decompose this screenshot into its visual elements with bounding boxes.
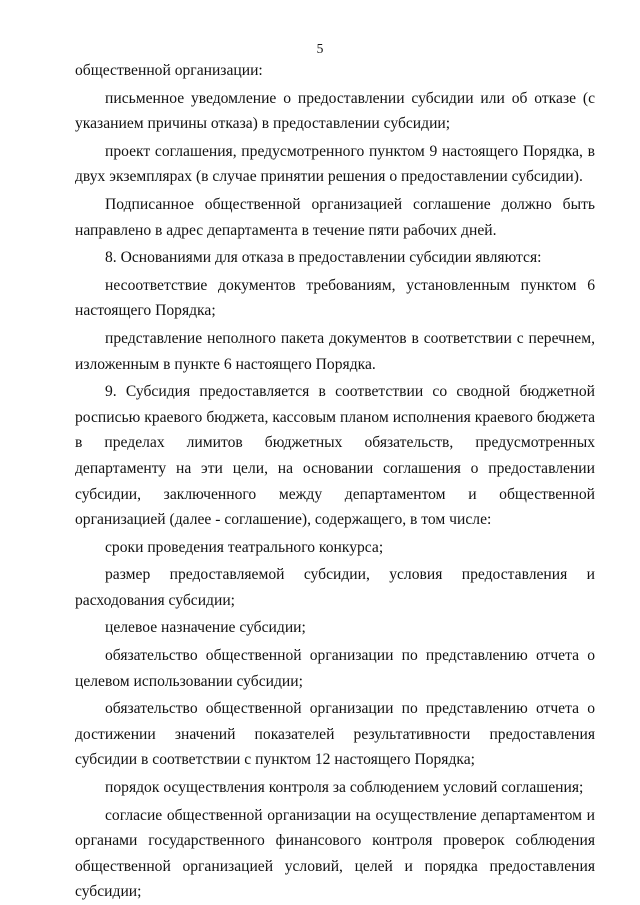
paragraph-target-purpose: целевое назначение субсидии;	[105, 619, 306, 637]
paragraph-refusal-grounds: 8. Основаниями для отказа в предоставлении субсидии являются:	[105, 249, 542, 267]
paragraph-performance-report: обязательство общественной организации по представлению отчета о достижении значений показателей результативности предоставления субсидии в соответствии с пунктом 12 настоящего Порядка;	[75, 700, 595, 769]
paragraph-organization-tail: общественной организации:	[75, 62, 263, 79]
paragraph-inspection-consent: согласие общественной организации на осуществление департаментом и органами государственного финансового контроля проверок соблюдения общественной организацией условий, целей и порядка предоставления субсидии;	[75, 806, 595, 901]
paragraph-incomplete-package: представление неполного пакета документов в соответствии с перечнем, изложенным в пункте 6 настоящего Порядка.	[75, 329, 595, 373]
paragraph-usage-report: обязательство общественной организации по представлению отчета о целевом использовании субсидии;	[75, 647, 595, 690]
paragraph-contest-dates: сроки проведения театрального конкурса;	[105, 538, 384, 556]
paragraph-subsidy-provision: 9. Субсидия предоставляется в соответствии со сводной бюджетной росписью краевого бюджета, кассовым планом исполнения краевого бюджета в пределах лимитов бюджетных обязательств, предусмотренных департаменту на эти цели, на основании соглашения о предоставлении субсидии, заключенного между департаментом и общественной организацией (далее - соглашение), содержащего, в том числе:	[75, 383, 595, 529]
paragraph-written-notice: письменное уведомление о предоставлении субсидии или об отказе (с указанием причины отказа) в предоставлении субсидии;	[75, 89, 595, 133]
document-body	[75, 58, 595, 905]
paragraph-signed-agreement: Подписанное общественной организацией соглашение должно быть направлено в адрес департамента в течение пяти рабочих дней.	[75, 195, 595, 239]
paragraph-subsidy-size: размер предоставляемой субсидии, условия предоставления и расходования субсидии;	[75, 566, 595, 609]
paragraph-control-procedure: порядок осуществления контроля за соблюдением условий соглашения;	[105, 779, 584, 797]
page-number: 5	[316, 41, 324, 56]
paragraph-draft-agreement: проект соглашения, предусмотренного пунктом 9 настоящего Порядка, в двух экземплярах (в случае принятии решения о предоставлении субсидии).	[75, 142, 595, 186]
paragraph-noncompliance: несоответствие документов требованиям, установленным пунктом 6 настоящего Порядка;	[75, 276, 595, 320]
